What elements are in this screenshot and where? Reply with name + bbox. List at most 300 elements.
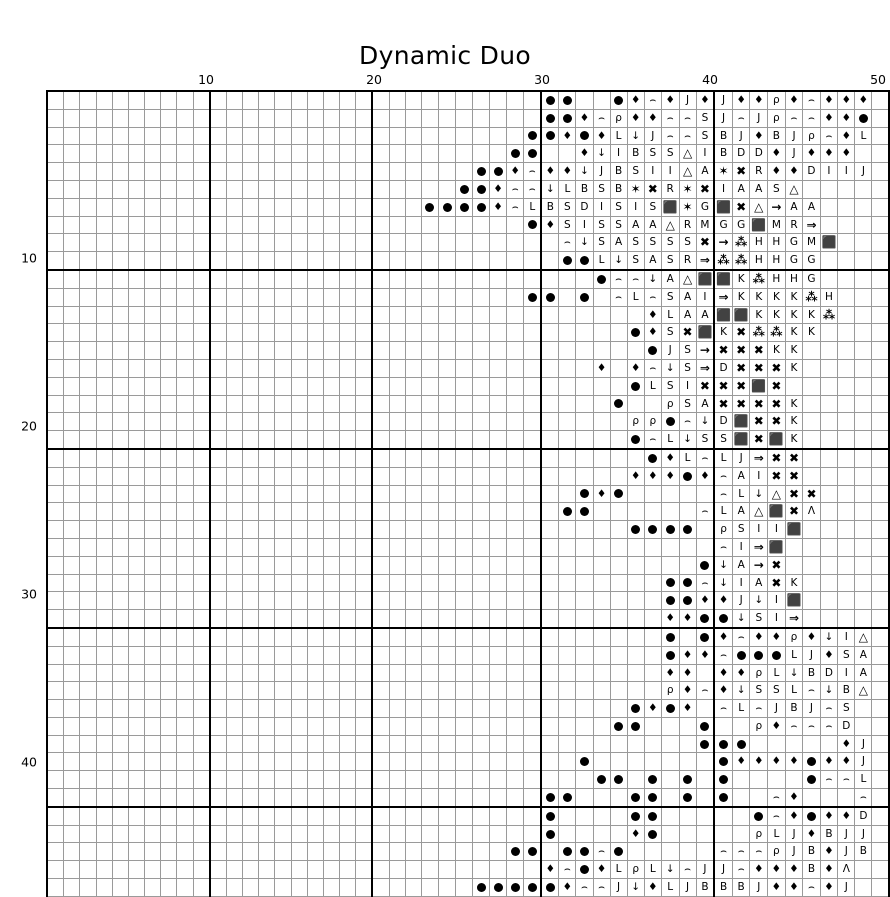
grid-cell[interactable] <box>145 521 161 539</box>
grid-cell[interactable] <box>323 682 339 700</box>
grid-cell[interactable] <box>696 127 714 145</box>
grid-cell[interactable] <box>507 538 524 556</box>
grid-cell[interactable] <box>524 753 542 771</box>
grid-cell[interactable] <box>679 556 696 574</box>
grid-cell[interactable] <box>855 145 872 163</box>
grid-cell[interactable] <box>610 234 627 252</box>
grid-cell[interactable] <box>145 664 161 682</box>
grid-cell[interactable] <box>714 825 732 843</box>
grid-cell[interactable] <box>210 270 227 288</box>
grid-cell[interactable] <box>47 395 64 413</box>
grid-cell[interactable] <box>820 395 838 413</box>
grid-cell[interactable] <box>210 234 227 252</box>
grid-cell[interactable] <box>161 109 177 127</box>
grid-cell[interactable] <box>838 538 855 556</box>
grid-cell[interactable] <box>785 270 803 288</box>
grid-cell[interactable] <box>456 753 473 771</box>
grid-cell[interactable] <box>576 825 593 843</box>
grid-cell[interactable] <box>750 538 768 556</box>
grid-cell[interactable] <box>644 377 661 395</box>
grid-cell[interactable] <box>80 449 96 467</box>
grid-cell[interactable] <box>541 216 559 234</box>
grid-cell[interactable] <box>838 664 855 682</box>
grid-cell[interactable] <box>559 879 576 897</box>
grid-cell[interactable] <box>820 646 838 664</box>
grid-cell[interactable] <box>473 861 490 879</box>
grid-cell[interactable] <box>438 521 455 539</box>
grid-cell[interactable] <box>507 413 524 431</box>
grid-cell[interactable] <box>473 503 490 521</box>
grid-cell[interactable] <box>507 449 524 467</box>
grid-cell[interactable] <box>210 180 227 198</box>
grid-cell[interactable] <box>64 413 80 431</box>
grid-cell[interactable] <box>243 288 259 306</box>
grid-cell[interactable] <box>696 145 714 163</box>
grid-cell[interactable] <box>421 556 438 574</box>
grid-cell[interactable] <box>714 503 732 521</box>
grid-cell[interactable] <box>259 109 275 127</box>
grid-cell[interactable] <box>750 109 768 127</box>
grid-cell[interactable] <box>291 807 307 825</box>
grid-cell[interactable] <box>576 664 593 682</box>
grid-cell[interactable] <box>259 306 275 324</box>
grid-cell[interactable] <box>524 771 542 789</box>
grid-cell[interactable] <box>696 825 714 843</box>
grid-cell[interactable] <box>696 682 714 700</box>
grid-cell[interactable] <box>193 467 210 485</box>
grid-cell[interactable] <box>177 377 193 395</box>
grid-cell[interactable] <box>421 735 438 753</box>
grid-cell[interactable] <box>610 574 627 592</box>
grid-cell[interactable] <box>372 145 389 163</box>
grid-cell[interactable] <box>803 342 820 360</box>
grid-cell[interactable] <box>610 592 627 610</box>
grid-cell[interactable] <box>855 556 872 574</box>
grid-cell[interactable] <box>161 879 177 897</box>
grid-cell[interactable] <box>576 521 593 539</box>
grid-cell[interactable] <box>785 395 803 413</box>
grid-cell[interactable] <box>243 735 259 753</box>
grid-cell[interactable] <box>193 252 210 270</box>
grid-cell[interactable] <box>112 717 128 735</box>
grid-cell[interactable] <box>473 700 490 718</box>
grid-cell[interactable] <box>644 789 661 807</box>
grid-cell[interactable] <box>307 413 323 431</box>
grid-cell[interactable] <box>768 503 786 521</box>
grid-cell[interactable] <box>490 628 507 646</box>
grid-cell[interactable] <box>80 216 96 234</box>
grid-cell[interactable] <box>507 825 524 843</box>
grid-cell[interactable] <box>803 127 820 145</box>
grid-cell[interactable] <box>372 735 389 753</box>
grid-cell[interactable] <box>872 109 889 127</box>
grid-cell[interactable] <box>291 538 307 556</box>
grid-cell[interactable] <box>714 395 732 413</box>
grid-cell[interactable] <box>644 180 661 198</box>
grid-cell[interactable] <box>541 646 559 664</box>
grid-cell[interactable] <box>112 825 128 843</box>
grid-cell[interactable] <box>644 359 661 377</box>
grid-cell[interactable] <box>340 127 356 145</box>
grid-cell[interactable] <box>456 861 473 879</box>
grid-cell[interactable] <box>405 413 421 431</box>
grid-cell[interactable] <box>750 467 768 485</box>
grid-cell[interactable] <box>80 485 96 503</box>
grid-cell[interactable] <box>593 359 610 377</box>
grid-cell[interactable] <box>405 342 421 360</box>
grid-cell[interactable] <box>96 503 112 521</box>
grid-cell[interactable] <box>456 664 473 682</box>
grid-cell[interactable] <box>47 431 64 449</box>
grid-cell[interactable] <box>838 592 855 610</box>
grid-cell[interactable] <box>750 861 768 879</box>
grid-cell[interactable] <box>576 592 593 610</box>
grid-cell[interactable] <box>389 789 405 807</box>
grid-cell[interactable] <box>838 252 855 270</box>
grid-cell[interactable] <box>356 521 373 539</box>
grid-cell[interactable] <box>145 127 161 145</box>
grid-cell[interactable] <box>243 306 259 324</box>
grid-cell[interactable] <box>785 467 803 485</box>
grid-cell[interactable] <box>855 91 872 109</box>
grid-cell[interactable] <box>112 771 128 789</box>
grid-cell[interactable] <box>405 735 421 753</box>
grid-cell[interactable] <box>291 789 307 807</box>
grid-cell[interactable] <box>340 682 356 700</box>
grid-cell[interactable] <box>610 664 627 682</box>
grid-cell[interactable] <box>64 467 80 485</box>
grid-cell[interactable] <box>456 825 473 843</box>
grid-cell[interactable] <box>177 717 193 735</box>
grid-cell[interactable] <box>340 503 356 521</box>
grid-cell[interactable] <box>356 359 373 377</box>
grid-cell[interactable] <box>679 163 696 181</box>
grid-cell[interactable] <box>576 861 593 879</box>
grid-cell[interactable] <box>627 359 644 377</box>
grid-cell[interactable] <box>559 252 576 270</box>
grid-cell[interactable] <box>820 234 838 252</box>
grid-cell[interactable] <box>161 342 177 360</box>
grid-cell[interactable] <box>291 359 307 377</box>
grid-cell[interactable] <box>456 395 473 413</box>
grid-cell[interactable] <box>732 592 750 610</box>
grid-cell[interactable] <box>438 234 455 252</box>
grid-cell[interactable] <box>259 503 275 521</box>
grid-cell[interactable] <box>610 467 627 485</box>
grid-cell[interactable] <box>64 485 80 503</box>
grid-cell[interactable] <box>47 735 64 753</box>
grid-cell[interactable] <box>803 359 820 377</box>
grid-cell[interactable] <box>421 610 438 628</box>
grid-cell[interactable] <box>679 485 696 503</box>
grid-cell[interactable] <box>291 521 307 539</box>
grid-cell[interactable] <box>661 324 679 342</box>
grid-cell[interactable] <box>112 467 128 485</box>
grid-cell[interactable] <box>661 628 679 646</box>
grid-cell[interactable] <box>128 413 144 431</box>
grid-cell[interactable] <box>177 145 193 163</box>
grid-cell[interactable] <box>610 521 627 539</box>
grid-cell[interactable] <box>291 467 307 485</box>
grid-cell[interactable] <box>820 610 838 628</box>
grid-cell[interactable] <box>785 556 803 574</box>
grid-cell[interactable] <box>193 646 210 664</box>
grid-cell[interactable] <box>47 216 64 234</box>
grid-cell[interactable] <box>323 234 339 252</box>
grid-cell[interactable] <box>193 342 210 360</box>
grid-cell[interactable] <box>47 145 64 163</box>
grid-cell[interactable] <box>226 216 242 234</box>
grid-cell[interactable] <box>340 717 356 735</box>
grid-cell[interactable] <box>243 180 259 198</box>
grid-cell[interactable] <box>872 610 889 628</box>
grid-cell[interactable] <box>524 145 542 163</box>
grid-cell[interactable] <box>456 574 473 592</box>
grid-cell[interactable] <box>356 610 373 628</box>
grid-cell[interactable] <box>259 324 275 342</box>
grid-cell[interactable] <box>291 717 307 735</box>
grid-cell[interactable] <box>838 306 855 324</box>
grid-cell[interactable] <box>627 413 644 431</box>
grid-cell[interactable] <box>541 377 559 395</box>
grid-cell[interactable] <box>389 556 405 574</box>
grid-cell[interactable] <box>507 467 524 485</box>
grid-cell[interactable] <box>372 682 389 700</box>
grid-cell[interactable] <box>559 628 576 646</box>
grid-cell[interactable] <box>820 556 838 574</box>
grid-cell[interactable] <box>559 91 576 109</box>
grid-cell[interactable] <box>838 628 855 646</box>
grid-cell[interactable] <box>593 413 610 431</box>
grid-cell[interactable] <box>128 270 144 288</box>
grid-cell[interactable] <box>661 145 679 163</box>
grid-cell[interactable] <box>456 717 473 735</box>
grid-cell[interactable] <box>559 538 576 556</box>
grid-cell[interactable] <box>714 521 732 539</box>
grid-cell[interactable] <box>559 324 576 342</box>
grid-cell[interactable] <box>128 753 144 771</box>
grid-cell[interactable] <box>145 771 161 789</box>
grid-cell[interactable] <box>679 395 696 413</box>
grid-cell[interactable] <box>128 163 144 181</box>
grid-cell[interactable] <box>275 861 291 879</box>
grid-cell[interactable] <box>243 377 259 395</box>
grid-cell[interactable] <box>732 145 750 163</box>
grid-cell[interactable] <box>576 735 593 753</box>
grid-cell[interactable] <box>610 127 627 145</box>
grid-cell[interactable] <box>750 342 768 360</box>
grid-cell[interactable] <box>96 431 112 449</box>
grid-cell[interactable] <box>340 538 356 556</box>
grid-cell[interactable] <box>112 700 128 718</box>
grid-cell[interactable] <box>644 807 661 825</box>
grid-cell[interactable] <box>323 91 339 109</box>
grid-cell[interactable] <box>243 413 259 431</box>
grid-cell[interactable] <box>644 879 661 897</box>
grid-cell[interactable] <box>803 234 820 252</box>
grid-cell[interactable] <box>161 449 177 467</box>
grid-cell[interactable] <box>421 646 438 664</box>
grid-cell[interactable] <box>473 574 490 592</box>
grid-cell[interactable] <box>47 610 64 628</box>
grid-cell[interactable] <box>714 198 732 216</box>
grid-cell[interactable] <box>644 592 661 610</box>
grid-cell[interactable] <box>193 753 210 771</box>
grid-cell[interactable] <box>210 163 227 181</box>
grid-cell[interactable] <box>291 127 307 145</box>
grid-cell[interactable] <box>785 574 803 592</box>
grid-cell[interactable] <box>456 807 473 825</box>
grid-cell[interactable] <box>210 628 227 646</box>
grid-cell[interactable] <box>275 145 291 163</box>
grid-cell[interactable] <box>473 306 490 324</box>
grid-cell[interactable] <box>610 753 627 771</box>
grid-cell[interactable] <box>161 485 177 503</box>
grid-cell[interactable] <box>340 753 356 771</box>
grid-cell[interactable] <box>64 234 80 252</box>
grid-cell[interactable] <box>627 145 644 163</box>
grid-cell[interactable] <box>507 700 524 718</box>
grid-cell[interactable] <box>732 735 750 753</box>
grid-cell[interactable] <box>696 395 714 413</box>
grid-cell[interactable] <box>714 216 732 234</box>
grid-cell[interactable] <box>323 753 339 771</box>
grid-cell[interactable] <box>389 700 405 718</box>
grid-cell[interactable] <box>438 861 455 879</box>
grid-cell[interactable] <box>456 431 473 449</box>
grid-cell[interactable] <box>803 610 820 628</box>
grid-cell[interactable] <box>145 574 161 592</box>
grid-cell[interactable] <box>226 592 242 610</box>
grid-cell[interactable] <box>389 270 405 288</box>
grid-cell[interactable] <box>750 879 768 897</box>
grid-cell[interactable] <box>291 145 307 163</box>
grid-cell[interactable] <box>507 503 524 521</box>
grid-cell[interactable] <box>714 180 732 198</box>
grid-cell[interactable] <box>96 574 112 592</box>
grid-cell[interactable] <box>872 628 889 646</box>
grid-cell[interactable] <box>576 449 593 467</box>
grid-cell[interactable] <box>576 91 593 109</box>
grid-cell[interactable] <box>803 521 820 539</box>
grid-cell[interactable] <box>340 467 356 485</box>
grid-cell[interactable] <box>541 449 559 467</box>
grid-cell[interactable] <box>559 735 576 753</box>
grid-cell[interactable] <box>679 538 696 556</box>
grid-cell[interactable] <box>145 342 161 360</box>
grid-cell[interactable] <box>507 789 524 807</box>
grid-cell[interactable] <box>541 198 559 216</box>
grid-cell[interactable] <box>768 145 786 163</box>
grid-cell[interactable] <box>112 216 128 234</box>
grid-cell[interactable] <box>785 449 803 467</box>
grid-cell[interactable] <box>47 825 64 843</box>
grid-cell[interactable] <box>661 556 679 574</box>
grid-cell[interactable] <box>524 682 542 700</box>
grid-cell[interactable] <box>679 574 696 592</box>
grid-cell[interactable] <box>210 467 227 485</box>
grid-cell[interactable] <box>356 485 373 503</box>
grid-cell[interactable] <box>838 234 855 252</box>
grid-cell[interactable] <box>177 485 193 503</box>
grid-cell[interactable] <box>456 467 473 485</box>
grid-cell[interactable] <box>507 288 524 306</box>
grid-cell[interactable] <box>193 807 210 825</box>
grid-cell[interactable] <box>593 109 610 127</box>
grid-cell[interactable] <box>820 431 838 449</box>
grid-cell[interactable] <box>96 145 112 163</box>
grid-cell[interactable] <box>661 395 679 413</box>
grid-cell[interactable] <box>145 198 161 216</box>
grid-cell[interactable] <box>438 198 455 216</box>
grid-cell[interactable] <box>524 503 542 521</box>
grid-cell[interactable] <box>210 198 227 216</box>
grid-cell[interactable] <box>47 556 64 574</box>
grid-cell[interactable] <box>210 377 227 395</box>
grid-cell[interactable] <box>161 306 177 324</box>
grid-cell[interactable] <box>750 127 768 145</box>
grid-cell[interactable] <box>372 610 389 628</box>
grid-cell[interactable] <box>177 825 193 843</box>
grid-cell[interactable] <box>193 485 210 503</box>
grid-cell[interactable] <box>323 789 339 807</box>
grid-cell[interactable] <box>490 342 507 360</box>
grid-cell[interactable] <box>64 521 80 539</box>
grid-cell[interactable] <box>145 485 161 503</box>
grid-cell[interactable] <box>421 807 438 825</box>
grid-cell[interactable] <box>128 879 144 897</box>
grid-cell[interactable] <box>421 306 438 324</box>
grid-cell[interactable] <box>291 377 307 395</box>
grid-cell[interactable] <box>177 180 193 198</box>
grid-cell[interactable] <box>768 861 786 879</box>
grid-cell[interactable] <box>696 109 714 127</box>
grid-cell[interactable] <box>291 163 307 181</box>
grid-cell[interactable] <box>507 127 524 145</box>
grid-cell[interactable] <box>768 538 786 556</box>
grid-cell[interactable] <box>507 145 524 163</box>
grid-cell[interactable] <box>128 646 144 664</box>
grid-cell[interactable] <box>559 180 576 198</box>
grid-cell[interactable] <box>145 646 161 664</box>
grid-cell[interactable] <box>507 198 524 216</box>
grid-cell[interactable] <box>872 145 889 163</box>
grid-cell[interactable] <box>855 342 872 360</box>
grid-cell[interactable] <box>356 109 373 127</box>
grid-cell[interactable] <box>473 467 490 485</box>
grid-cell[interactable] <box>47 682 64 700</box>
grid-cell[interactable] <box>421 342 438 360</box>
grid-cell[interactable] <box>490 145 507 163</box>
grid-cell[interactable] <box>64 91 80 109</box>
grid-cell[interactable] <box>356 700 373 718</box>
grid-cell[interactable] <box>210 771 227 789</box>
grid-cell[interactable] <box>820 861 838 879</box>
grid-cell[interactable] <box>750 735 768 753</box>
grid-cell[interactable] <box>456 163 473 181</box>
grid-cell[interactable] <box>576 503 593 521</box>
grid-cell[interactable] <box>372 861 389 879</box>
grid-cell[interactable] <box>576 109 593 127</box>
grid-cell[interactable] <box>473 825 490 843</box>
grid-cell[interactable] <box>610 879 627 897</box>
grid-cell[interactable] <box>243 753 259 771</box>
grid-cell[interactable] <box>785 789 803 807</box>
grid-cell[interactable] <box>47 198 64 216</box>
grid-cell[interactable] <box>128 538 144 556</box>
grid-cell[interactable] <box>161 538 177 556</box>
grid-cell[interactable] <box>696 861 714 879</box>
